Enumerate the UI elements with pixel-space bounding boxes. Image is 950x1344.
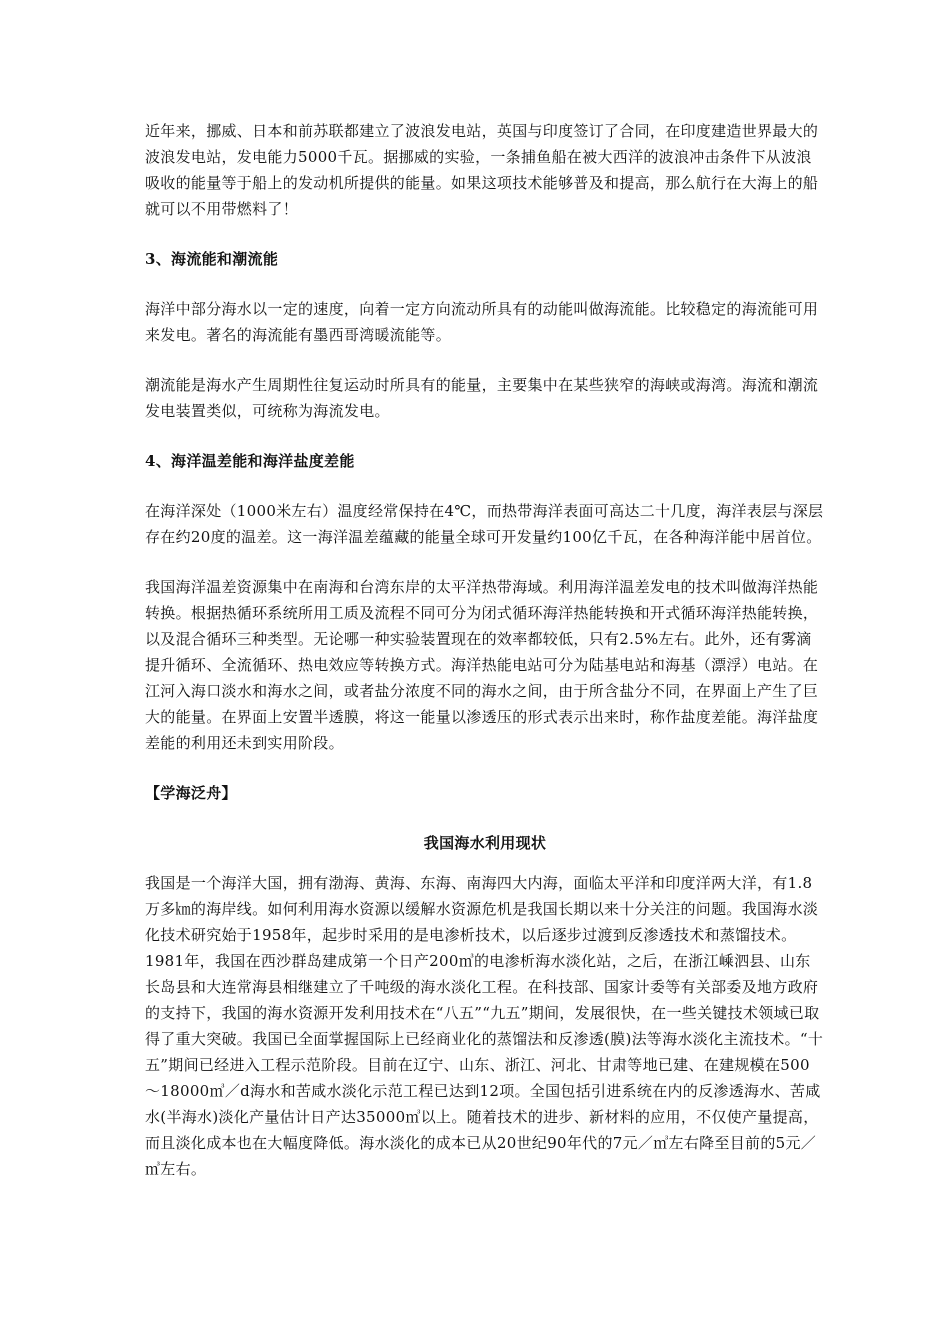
paragraph-thermal-conversion: 我国海洋温差资源集中在南海和台湾东岸的太平洋热带海域。利用海洋温差发电的技术叫做海洋热能转换。根据热循环系统所用工质及流程不同可分为闭式循环海洋热能转换和开式循环海洋热能转换，以及混合循环三种类型。无论哪一种实验装置现在的效率都较低，只有2.5%左右。此外，还有雾滴提升循环、全流循环、热电效应等转换方式。海洋热能电站可分为陆基电站和海基（漂浮）电站。在江河入海口淡水和海水之间，或者盐分浓度不同的海水之间，由于所含盐分不同，在界面上产生了巨大的能量。在界面上安置半透膜，将这一能量以渗透压的形式表示出来时，称作盐度差能。海洋盐度差能的利用还未到实用阶段。 xyxy=(145,578,819,752)
paragraph-wave-power: 近年来，挪威、日本和前苏联都建立了波浪发电站，英国与印度签订了合同，在印度建造世界最大的波浪发电站，发电能力5000千瓦。据挪威的实验，一条捕鱼船在被大西洋的波浪冲击条件下从波浪吸收的能量等于船上的发动机所提供的能量。如果这项技术能够普及和提高，那么航行在大海上的船就可以不用带燃料了！ xyxy=(145,122,819,218)
heading-column: 【学海泛舟】 xyxy=(145,784,237,802)
article-title: 我国海水利用现状 xyxy=(423,834,547,852)
heading-section-4: 4、海洋温差能和海洋盐度差能 xyxy=(145,452,355,470)
paragraph-thermal-gradient: 在海洋深处（1000米左右）温度经常保持在4℃，而热带海洋表面可高达二十几度，海洋表层与深层存在约20度的温差。这一海洋温差蕴藏的能量全球可开发量约100亿千瓦，在各种海洋能中居首位。 xyxy=(145,502,824,546)
heading-section-3: 3、海流能和潮流能 xyxy=(145,250,279,268)
paragraph-tidal-current: 潮流能是海水产生周期性往复运动时所具有的能量，主要集中在某些狭窄的海峡或海湾。海流和潮流发电装置类似，可统称为海流发电。 xyxy=(145,376,819,420)
article-body: 我国是一个海洋大国，拥有渤海、黄海、东海、南海四大内海，面临太平洋和印度洋两大洋，有1.8万多㎞的海岸线。如何利用海水资源以缓解水资源危机是我国长期以来十分关注的问题。我国海水淡化技术研究始于1958年，起步时采用的是电渗析技术，以后逐步过渡到反渗透技术和蒸馏技术。1981年，我国在西沙群岛建成第一个日产200㎥的电渗析海水淡化站，之后，在浙江嵊泗县、山东长岛县和大连常海县相继建立了千吨级的海水淡化工程。在科技部、国家计委等有关部委及地方政府的支持下，我国的海水资源开发利用技术在“八五”“九五”期间，发展很快，在一些关键技术领域已取得了重大突破。我国已全面掌握国际上已经商业化的蒸馏法和反渗透(膜)法等海水淡化主流技术。“十五”期间已经进入工程示范阶段。目前在辽宁、山东、浙江、河北、甘肃等地已建、在建规模在500～18000㎥／d海水和苦咸水淡化示范工程已达到12项。全国包括引进系统在内的反渗透海水、苦咸水(半海水)淡化产量估计日产达35000㎥以上。随着技术的进步、新材料的应用，不仅使产量提高，而且淡化成本也在大幅度降低。海水淡化的成本已从20世纪90年代的7元／㎥左右降至目前的5元／㎥左右。 xyxy=(145,874,824,1178)
paragraph-ocean-current: 海洋中部分海水以一定的速度，向着一定方向流动所具有的动能叫做海流能。比较稳定的海流能可用来发电。著名的海流能有墨西哥湾暖流能等。 xyxy=(145,300,819,344)
document-page xyxy=(145,118,825,1182)
